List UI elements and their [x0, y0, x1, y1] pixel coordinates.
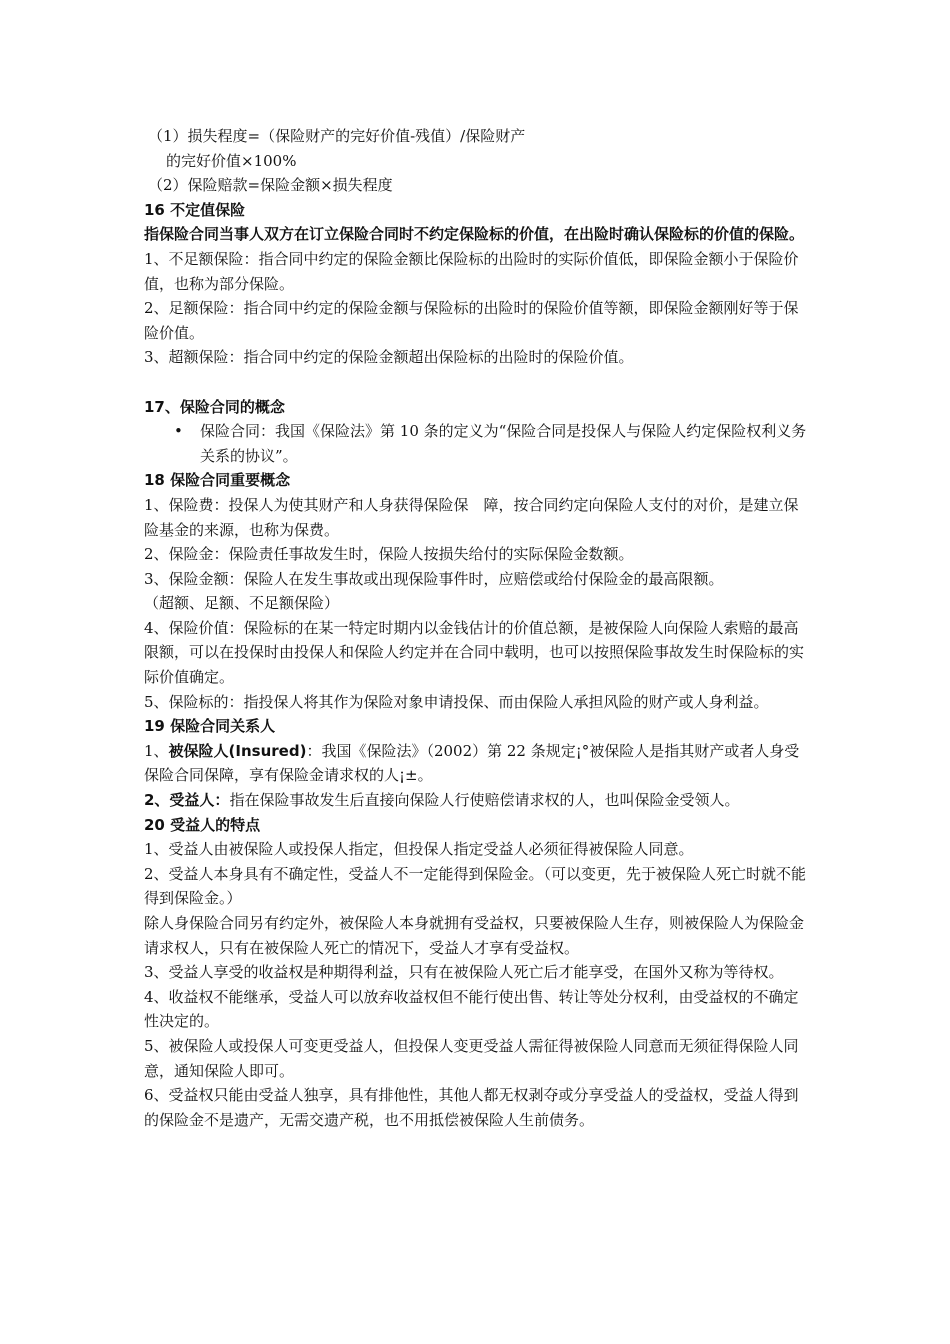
heading-20: 20 受益人的特点: [144, 815, 261, 834]
paragraph-18-1: 1、保险费：投保人为使其财产和人身获得保险保 障，按合同约定向保险人支付的对价，是建立保险基金的来源，也称为保费。: [144, 495, 799, 539]
paragraph-19-1-term: 被保险人(Insured): [168, 741, 307, 760]
bullet-icon: •: [174, 422, 183, 441]
paragraph-20-1: 1、受益人由被保险人或投保人指定，但投保人指定受益人必须征得被保险人同意。: [144, 840, 694, 859]
paragraph-20-3: 3、受益人享受的收益权是种期得利益，只有在被保险人死亡后才能享受，在国外又称为等待权。: [144, 963, 784, 982]
formula-line-2: （2）保险赔款=保险金额×损失程度: [148, 176, 393, 195]
blank-line: [144, 370, 808, 395]
paragraph-16-1: 1、不足额保险：指合同中约定的保险金额比保险标的出险时的实际价值低，即保险金额小于保险价值，也称为部分保险。: [144, 249, 799, 293]
heading-19: 19 保险合同关系人: [144, 717, 276, 736]
bullet-text: 保险合同：我国《保险法》第 10 条的定义为“保险合同是投保人与保险人约定保险权利义务关系的协议”。: [200, 422, 807, 465]
formula-line-1-cont: 的完好价值×100%: [166, 151, 297, 170]
paragraph-18-2: 2、保险金：保险责任事故发生时，保险人按损失给付的实际保险金数额。: [144, 545, 634, 564]
heading-17: 17、保险合同的概念: [144, 397, 285, 416]
paragraph-18-3: 3、保险金额：保险人在发生事故或出现保险事件时，应赔偿或给付保险金的最高限额。: [144, 569, 724, 588]
heading-18: 18 保险合同重要概念: [144, 471, 291, 490]
paragraph-19-1: [144, 739, 808, 788]
formula-line-1: （1）损失程度=（保险财产的完好价值-残值）/保险财产: [148, 127, 526, 145]
paragraph-20-5: 5、被保险人或投保人可变更受益人，但投保人变更受益人需征得被保险人同意而无须征得保险人同意，通知保险人即可。: [144, 1036, 799, 1080]
paragraph-20-4: 4、收益权不能继承，受益人可以放弃收益权但不能行使出售、转让等处分权利，由受益权的不确定性决定的。: [144, 987, 799, 1031]
paragraph-20-2-note: 除人身保险合同另有约定外，被保险人本身就拥有受益权，只要被保险人生存，则被保险人为保险金请求权人，只有在被保险人死亡的情况下，受益人才享有受益权。: [144, 914, 805, 957]
paragraph-20-2: 2、受益人本身具有不确定性，受益人不一定能得到保险金。（可以变更，先于被保险人死亡时就不能得到保险金。）: [144, 864, 807, 908]
heading-16-definition: 指保险合同当事人双方在订立保险合同时不约定保险标的价值，在出险时确认保险标的价值的保险。: [144, 225, 805, 244]
paragraph-18-5: 5、保险标的：指投保人将其作为保险对象申请投保、而由保险人承担风险的财产或人身利益。: [144, 692, 769, 711]
paragraph-19-2: [144, 788, 808, 813]
bullet-item: [144, 419, 808, 468]
paragraph-19-1-lead: 1、: [144, 741, 169, 760]
paragraph-19-1-body: ：我国《保险法》（2002）第 22 条规定¡°被保险人是指其财产或者人身受保险合同保障，享有保险金请求权的人¡±。: [144, 741, 800, 785]
paragraph-18-3-note: （超额、足额、不足额保险）: [144, 594, 340, 613]
paragraph-19-2-body: 指在保险事故发生后直接向保险人行使赔偿请求权的人，也叫保险金受领人。: [229, 791, 740, 810]
paragraph-16-3: 3、超额保险：指合同中约定的保险金额超出保险标的出险时的保险价值。: [144, 348, 634, 367]
heading-16: 16 不定值保险: [144, 200, 246, 219]
document-body: [144, 124, 808, 1132]
paragraph-19-2-term: 2、受益人：: [144, 791, 230, 810]
paragraph-20-6: 6、受益权只能由受益人独享，具有排他性，其他人都无权剥夺或分享受益人的受益权，受益人得到的保险金不是遗产，无需交遗产税，也不用抵偿被保险人生前债务。: [144, 1086, 799, 1129]
paragraph-18-4: 4、保险价值：保险标的在某一特定时期内以金钱估计的价值总额，是被保险人向保险人索赔的最高限额，可以在投保时由投保人和保险人约定并在合同中载明，也可以按照保险事故发生时保险标的实际价值确定。: [144, 618, 805, 687]
paragraph-16-2: 2、足额保险：指合同中约定的保险金额与保险标的出险时的保险价值等额，即保险金额刚好等于保险价值。: [144, 299, 799, 342]
